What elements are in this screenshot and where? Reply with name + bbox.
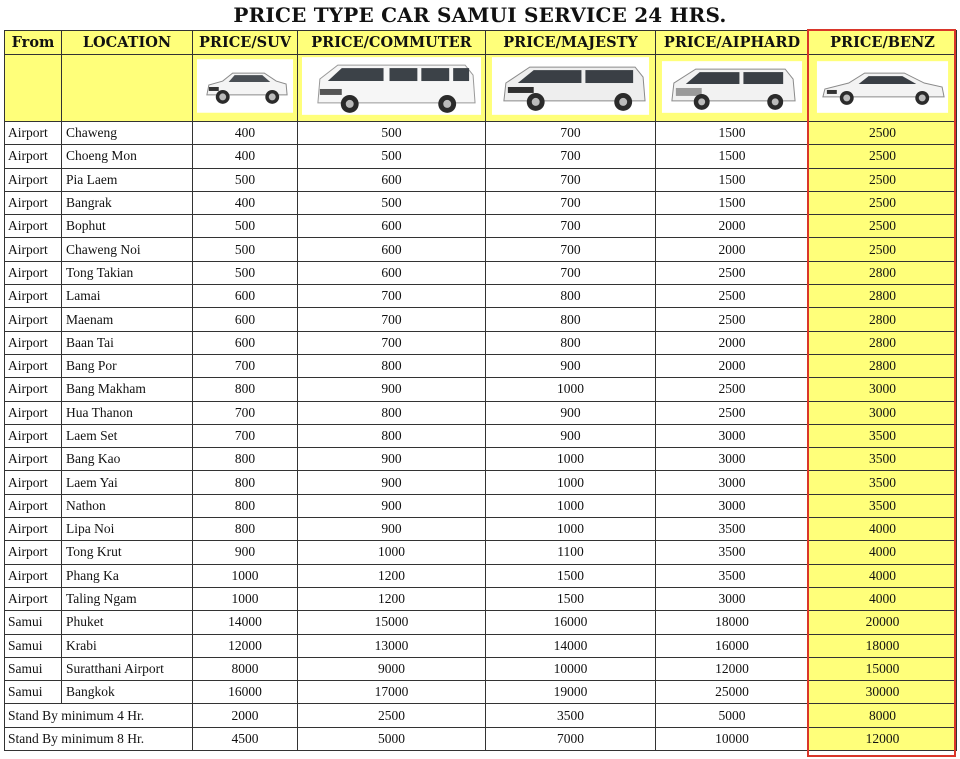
cell-from: Airport	[5, 122, 62, 145]
cell-price-suv: 400	[193, 145, 298, 168]
cell-price-benz: 2500	[809, 215, 957, 238]
table-row	[5, 261, 957, 284]
cell-price-commuter: 13000	[298, 634, 486, 657]
cell-price-aiphard: 12000	[656, 657, 809, 680]
cell-price-commuter: 900	[298, 518, 486, 541]
cell-price-benz: 12000	[809, 727, 957, 750]
cell-price-commuter: 800	[298, 354, 486, 377]
cell-location: Tong Takian	[62, 261, 193, 284]
cell-price-suv: 800	[193, 494, 298, 517]
cell-price-commuter: 1000	[298, 541, 486, 564]
table-row	[5, 285, 957, 308]
cell-price-aiphard: 3500	[656, 541, 809, 564]
cell-location: Lamai	[62, 285, 193, 308]
cell-price-suv: 600	[193, 285, 298, 308]
cell-price-benz: 4000	[809, 518, 957, 541]
price-table	[4, 30, 957, 751]
standby-row	[5, 727, 957, 750]
cell-price-aiphard: 2000	[656, 331, 809, 354]
cell-price-benz: 2800	[809, 354, 957, 377]
cell-price-suv: 800	[193, 448, 298, 471]
cell-location: Bang Makham	[62, 378, 193, 401]
cell-location: Chaweng Noi	[62, 238, 193, 261]
cell-price-majesty: 700	[486, 261, 656, 284]
table-row	[5, 191, 957, 214]
table-row	[5, 401, 957, 424]
cell-from: Airport	[5, 471, 62, 494]
image-cell-aiphard	[656, 55, 809, 122]
cell-price-suv: 700	[193, 424, 298, 447]
table-row	[5, 471, 957, 494]
cell-price-suv: 400	[193, 122, 298, 145]
cell-price-majesty: 700	[486, 215, 656, 238]
cell-from: Airport	[5, 215, 62, 238]
image-row	[5, 55, 957, 122]
cell-price-suv: 800	[193, 518, 298, 541]
cell-price-majesty: 900	[486, 354, 656, 377]
cell-price-majesty: 19000	[486, 681, 656, 704]
cell-price-aiphard: 3000	[656, 494, 809, 517]
cell-from: Airport	[5, 354, 62, 377]
cell-price-suv: 1000	[193, 587, 298, 610]
cell-from: Airport	[5, 518, 62, 541]
majesty-van-icon	[486, 55, 655, 117]
cell-price-majesty: 700	[486, 168, 656, 191]
cell-price-commuter: 15000	[298, 611, 486, 634]
cell-price-benz: 2500	[809, 191, 957, 214]
cell-price-majesty: 700	[486, 122, 656, 145]
cell-location: Bang Kao	[62, 448, 193, 471]
cell-location: Laem Set	[62, 424, 193, 447]
table-row	[5, 331, 957, 354]
cell-price-suv: 8000	[193, 657, 298, 680]
cell-from: Airport	[5, 261, 62, 284]
cell-price-commuter: 1200	[298, 564, 486, 587]
cell-price-benz: 4000	[809, 541, 957, 564]
cell-price-commuter: 800	[298, 401, 486, 424]
header-majesty: PRICE/MAJESTY	[486, 31, 656, 55]
cell-location: Lipa Noi	[62, 518, 193, 541]
cell-price-majesty: 1000	[486, 378, 656, 401]
cell-price-suv: 1000	[193, 564, 298, 587]
cell-price-suv: 700	[193, 354, 298, 377]
cell-price-benz: 8000	[809, 704, 957, 727]
cell-price-commuter: 17000	[298, 681, 486, 704]
cell-price-majesty: 16000	[486, 611, 656, 634]
cell-price-aiphard: 3000	[656, 587, 809, 610]
table-row	[5, 378, 957, 401]
cell-from: Airport	[5, 541, 62, 564]
table-row	[5, 308, 957, 331]
cell-price-benz: 3000	[809, 378, 957, 401]
cell-price-majesty: 1000	[486, 494, 656, 517]
cell-from: Samui	[5, 634, 62, 657]
cell-location: Chaweng	[62, 122, 193, 145]
cell-location: Krabi	[62, 634, 193, 657]
cell-price-suv: 500	[193, 238, 298, 261]
cell-from: Airport	[5, 401, 62, 424]
image-cell-benz	[809, 55, 957, 122]
cell-price-majesty: 800	[486, 331, 656, 354]
cell-location: Bang Por	[62, 354, 193, 377]
cell-price-majesty: 14000	[486, 634, 656, 657]
cell-from: Samui	[5, 611, 62, 634]
cell-location: Nathon	[62, 494, 193, 517]
cell-location: Bophut	[62, 215, 193, 238]
cell-price-majesty: 1500	[486, 587, 656, 610]
table-row	[5, 564, 957, 587]
table-row	[5, 657, 957, 680]
cell-location: Baan Tai	[62, 331, 193, 354]
header-location: LOCATION	[62, 31, 193, 55]
cell-price-suv: 500	[193, 215, 298, 238]
cell-price-benz: 4000	[809, 564, 957, 587]
cell-price-suv: 14000	[193, 611, 298, 634]
cell-price-aiphard: 3500	[656, 564, 809, 587]
cell-price-benz: 3500	[809, 448, 957, 471]
table-row	[5, 354, 957, 377]
cell-standby-label: Stand By minimum 8 Hr.	[5, 727, 193, 750]
cell-price-benz: 2500	[809, 238, 957, 261]
cell-price-aiphard: 18000	[656, 611, 809, 634]
image-cell-from	[5, 55, 62, 122]
table-row	[5, 448, 957, 471]
cell-from: Airport	[5, 308, 62, 331]
table-row	[5, 681, 957, 704]
table-row	[5, 424, 957, 447]
cell-from: Airport	[5, 587, 62, 610]
suv-car-icon	[193, 55, 297, 117]
header-commuter: PRICE/COMMUTER	[298, 31, 486, 55]
cell-location: Choeng Mon	[62, 145, 193, 168]
cell-standby-label: Stand By minimum 4 Hr.	[5, 704, 193, 727]
cell-price-commuter: 500	[298, 122, 486, 145]
cell-price-majesty: 1000	[486, 448, 656, 471]
cell-price-majesty: 700	[486, 145, 656, 168]
cell-from: Airport	[5, 145, 62, 168]
cell-price-benz: 2500	[809, 122, 957, 145]
image-cell-commuter	[298, 55, 486, 122]
cell-location: Hua Thanon	[62, 401, 193, 424]
cell-price-aiphard: 1500	[656, 145, 809, 168]
cell-price-benz: 2500	[809, 168, 957, 191]
cell-price-aiphard: 2500	[656, 308, 809, 331]
header-benz: PRICE/BENZ	[809, 31, 957, 55]
page-title: PRICE TYPE CAR SAMUI SERVICE 24 HRS.	[233, 3, 727, 27]
cell-price-aiphard: 1500	[656, 191, 809, 214]
cell-price-aiphard: 3000	[656, 471, 809, 494]
aiphard-van-icon	[656, 55, 808, 117]
cell-price-aiphard: 2500	[656, 285, 809, 308]
cell-price-commuter: 600	[298, 215, 486, 238]
cell-price-aiphard: 2000	[656, 354, 809, 377]
cell-price-aiphard: 2500	[656, 378, 809, 401]
table-row	[5, 518, 957, 541]
cell-location: Bangkok	[62, 681, 193, 704]
cell-price-benz: 30000	[809, 681, 957, 704]
cell-price-suv: 16000	[193, 681, 298, 704]
price-table-body	[5, 122, 957, 751]
cell-price-benz: 2800	[809, 285, 957, 308]
cell-from: Airport	[5, 564, 62, 587]
cell-price-aiphard: 10000	[656, 727, 809, 750]
cell-price-benz: 4000	[809, 587, 957, 610]
commuter-van-icon	[298, 55, 485, 117]
table-row	[5, 168, 957, 191]
table-row	[5, 238, 957, 261]
cell-price-suv: 800	[193, 471, 298, 494]
cell-price-benz: 2500	[809, 145, 957, 168]
cell-price-commuter: 9000	[298, 657, 486, 680]
cell-price-aiphard: 3000	[656, 424, 809, 447]
cell-price-commuter: 700	[298, 308, 486, 331]
cell-price-majesty: 1000	[486, 518, 656, 541]
cell-price-benz: 2800	[809, 261, 957, 284]
standby-row	[5, 704, 957, 727]
cell-price-benz: 15000	[809, 657, 957, 680]
cell-from: Airport	[5, 448, 62, 471]
benz-sedan-icon	[809, 55, 956, 117]
image-cell-suv	[193, 55, 298, 122]
cell-price-commuter: 900	[298, 448, 486, 471]
cell-location: Suratthani Airport	[62, 657, 193, 680]
cell-price-majesty: 3500	[486, 704, 656, 727]
cell-price-suv: 400	[193, 191, 298, 214]
cell-price-aiphard: 25000	[656, 681, 809, 704]
cell-price-aiphard: 2000	[656, 215, 809, 238]
cell-price-aiphard: 1500	[656, 168, 809, 191]
cell-location: Phang Ka	[62, 564, 193, 587]
cell-price-majesty: 1000	[486, 471, 656, 494]
cell-price-benz: 3500	[809, 494, 957, 517]
image-cell-location	[62, 55, 193, 122]
header-suv: PRICE/SUV	[193, 31, 298, 55]
cell-location: Taling Ngam	[62, 587, 193, 610]
table-row	[5, 541, 957, 564]
cell-price-majesty: 900	[486, 401, 656, 424]
cell-location: Maenam	[62, 308, 193, 331]
cell-price-aiphard: 5000	[656, 704, 809, 727]
cell-price-commuter: 500	[298, 191, 486, 214]
cell-from: Airport	[5, 191, 62, 214]
cell-from: Airport	[5, 424, 62, 447]
cell-from: Airport	[5, 285, 62, 308]
cell-price-majesty: 700	[486, 238, 656, 261]
cell-price-commuter: 900	[298, 378, 486, 401]
header-aiphard: PRICE/AIPHARD	[656, 31, 809, 55]
cell-price-commuter: 600	[298, 238, 486, 261]
cell-price-suv: 900	[193, 541, 298, 564]
cell-from: Airport	[5, 168, 62, 191]
cell-from: Airport	[5, 238, 62, 261]
cell-price-aiphard: 2500	[656, 261, 809, 284]
cell-location: Tong Krut	[62, 541, 193, 564]
cell-location: Bangrak	[62, 191, 193, 214]
cell-price-commuter: 700	[298, 331, 486, 354]
cell-from: Samui	[5, 681, 62, 704]
cell-price-suv: 2000	[193, 704, 298, 727]
table-row	[5, 634, 957, 657]
cell-price-suv: 600	[193, 331, 298, 354]
cell-price-aiphard: 3000	[656, 448, 809, 471]
cell-price-suv: 500	[193, 261, 298, 284]
cell-price-majesty: 700	[486, 191, 656, 214]
table-row	[5, 587, 957, 610]
cell-price-commuter: 900	[298, 471, 486, 494]
cell-price-suv: 4500	[193, 727, 298, 750]
cell-price-aiphard: 2000	[656, 238, 809, 261]
cell-price-majesty: 900	[486, 424, 656, 447]
cell-price-commuter: 1200	[298, 587, 486, 610]
cell-price-majesty: 7000	[486, 727, 656, 750]
header-from: From	[5, 31, 62, 55]
cell-location: Phuket	[62, 611, 193, 634]
cell-price-aiphard: 3500	[656, 518, 809, 541]
cell-price-majesty: 1100	[486, 541, 656, 564]
cell-price-benz: 20000	[809, 611, 957, 634]
cell-price-commuter: 600	[298, 168, 486, 191]
table-row	[5, 215, 957, 238]
cell-price-aiphard: 1500	[656, 122, 809, 145]
cell-price-benz: 18000	[809, 634, 957, 657]
cell-from: Airport	[5, 378, 62, 401]
cell-price-benz: 3500	[809, 424, 957, 447]
cell-price-aiphard: 2500	[656, 401, 809, 424]
image-cell-majesty	[486, 55, 656, 122]
cell-price-benz: 3000	[809, 401, 957, 424]
cell-price-benz: 2800	[809, 331, 957, 354]
table-row	[5, 494, 957, 517]
cell-from: Airport	[5, 331, 62, 354]
cell-price-suv: 500	[193, 168, 298, 191]
cell-price-commuter: 5000	[298, 727, 486, 750]
cell-price-commuter: 600	[298, 261, 486, 284]
cell-price-commuter: 500	[298, 145, 486, 168]
cell-price-aiphard: 16000	[656, 634, 809, 657]
cell-price-commuter: 900	[298, 494, 486, 517]
cell-price-majesty: 800	[486, 285, 656, 308]
cell-price-benz: 2800	[809, 308, 957, 331]
cell-price-majesty: 800	[486, 308, 656, 331]
cell-price-majesty: 1500	[486, 564, 656, 587]
cell-price-majesty: 10000	[486, 657, 656, 680]
cell-price-suv: 700	[193, 401, 298, 424]
header-row	[5, 31, 957, 55]
table-row	[5, 611, 957, 634]
cell-price-suv: 600	[193, 308, 298, 331]
cell-from: Airport	[5, 494, 62, 517]
cell-price-commuter: 700	[298, 285, 486, 308]
cell-location: Pia Laem	[62, 168, 193, 191]
cell-price-commuter: 800	[298, 424, 486, 447]
table-row	[5, 145, 957, 168]
cell-from: Samui	[5, 657, 62, 680]
table-row	[5, 122, 957, 145]
cell-location: Laem Yai	[62, 471, 193, 494]
cell-price-suv: 800	[193, 378, 298, 401]
cell-price-commuter: 2500	[298, 704, 486, 727]
cell-price-suv: 12000	[193, 634, 298, 657]
cell-price-benz: 3500	[809, 471, 957, 494]
